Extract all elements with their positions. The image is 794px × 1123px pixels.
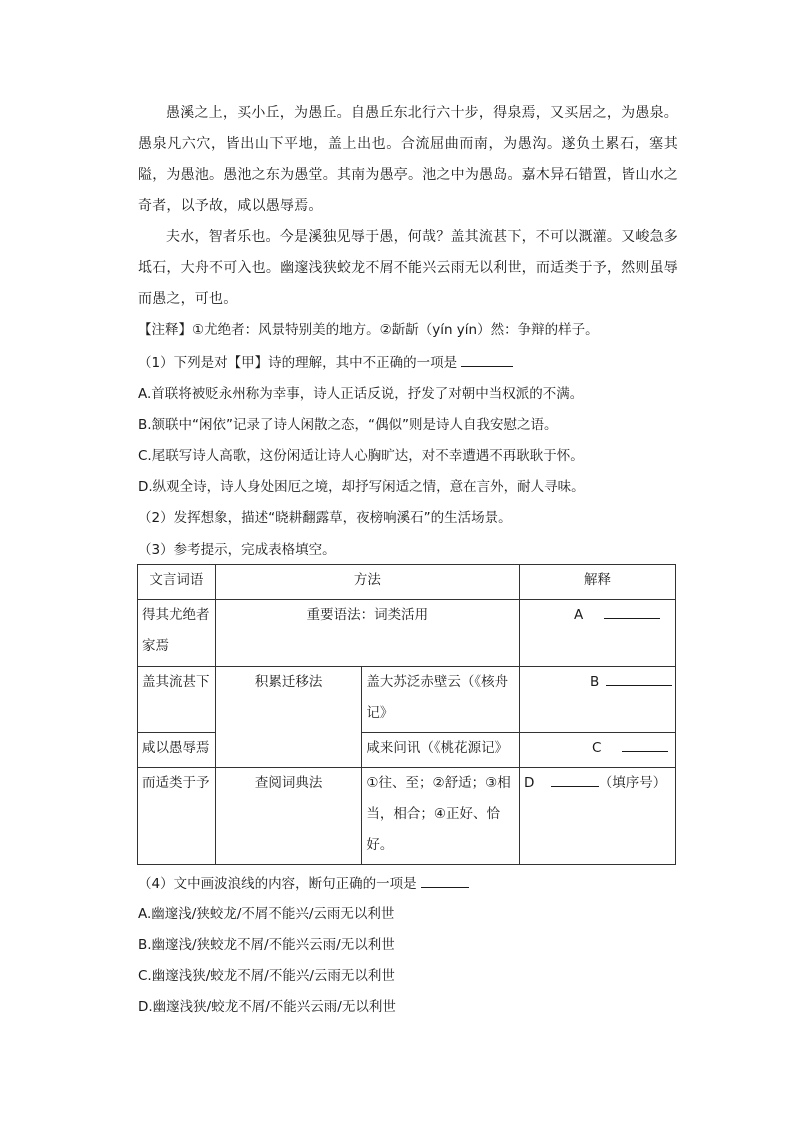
question-1-stem [138, 352, 698, 373]
question-4-option-c: C.幽邃浅狭/蛟龙不屑/不能兴/云雨无以利世 [138, 968, 395, 984]
table-header-explanation: 解释 [520, 565, 676, 600]
question-1-option-c: C.尾联写诗人高歌，这份闲适让诗人心胸旷达，对不幸遭遇不再耿耿于怀。 [138, 448, 584, 464]
passage-paragraph-1: 愚溪之上，买小丘，为愚丘。自愚丘东北行六十步，得泉焉，又买居之，为愚泉。愚泉凡六穴，皆出山下平地，盖上出也。合流屈曲而南，为愚沟。遂负土累石，塞其隘，为愚池。愚池之东为愚堂。其南为愚亭。池之中为愚岛。嘉木异石错置，皆山水之奇者，以予故，咸以愚辱焉。 [138, 105, 678, 214]
answer-blank[interactable] [461, 352, 513, 367]
table-row-4-example: ①往、至；②舒适；③相当，相合；④正好、恰好。 [362, 768, 520, 865]
table-row-1-word: 得其尤绝者家焉 [138, 600, 216, 667]
table-header-method: 方法 [215, 565, 519, 600]
table-row-4-method: 查阅词典法 [215, 768, 362, 865]
passage-paragraph-2: 夫水，智者乐也。今是溪独见辱于愚，何哉？盖其流甚下，不可以溉灌。又峻急多坻石，大舟不可入也。幽邃浅狭蛟龙不屑不能兴云雨无以利世，而适类于予，然则虽辱而愚之，可也。 [138, 229, 678, 307]
table-row-3-answer [520, 733, 676, 768]
table-row-2-example: 盖大苏泛赤壁云（《核舟记》 [362, 667, 520, 733]
answer-label-c: C [592, 740, 602, 756]
question-4-option-a: A.幽邃浅/狭蛟龙/不屑不能兴/云雨无以利世 [138, 906, 395, 922]
table-row-4-word: 而适类于予 [138, 768, 216, 865]
answer-label-a: A [574, 607, 584, 623]
table-row-1-method: 重要语法：词类活用 [215, 600, 519, 667]
answer-blank-b[interactable] [606, 671, 672, 686]
question-1-option-d: D.纵观全诗，诗人身处困厄之境，却抒写闲适之情，意在言外，耐人寻味。 [138, 479, 585, 495]
question-1-text: （1）下列是对【甲】诗的理解，其中不正确的一项是 [138, 355, 458, 371]
answer-blank-d[interactable] [551, 772, 599, 787]
answer-blank[interactable] [421, 873, 469, 888]
question-4-stem [138, 873, 698, 894]
question-4-option-b: B.幽邃浅/狭蛟龙不屑/不能兴云雨/无以利世 [138, 937, 395, 953]
table-row-4-answer [520, 768, 676, 865]
notes: 【注释】①尤绝者：风景特别美的地方。②龂龂（yín yín）然：争辩的样子。 [138, 322, 599, 338]
answer-note: （填序号） [598, 775, 667, 791]
answer-label-d: D [524, 775, 535, 791]
question-2-stem: （2）发挥想象，描述“晓耕翻露草，夜榜响溪石”的生活场景。 [138, 510, 512, 526]
answer-blank-a[interactable] [604, 604, 660, 619]
fill-in-table [137, 564, 676, 865]
table-row-2-method: 积累迁移法 [215, 667, 362, 768]
question-3-stem: （3）参考提示，完成表格填空。 [138, 542, 336, 558]
table-header-word: 文言词语 [138, 565, 216, 600]
table-row-2-word: 盖其流甚下 [138, 667, 216, 733]
table-row-3-word: 咸以愚辱焉 [138, 733, 216, 768]
answer-blank-c[interactable] [622, 737, 668, 752]
question-4-option-d: D.幽邃浅狭/蛟龙不屑/不能兴云雨/无以利世 [138, 999, 396, 1015]
table-row-1-answer [520, 600, 676, 667]
question-1-option-a: A.首联将被贬永州称为幸事，诗人正话反说，抒发了对朝中当权派的不满。 [138, 386, 584, 402]
table-row-3-example: 咸来问讯（《桃花源记》 [362, 733, 520, 768]
question-1-option-b: B.颔联中“闲依”记录了诗人闲散之态，“偶似”则是诗人自我安慰之语。 [138, 417, 558, 433]
answer-label-b: B [590, 674, 600, 690]
table-row-2-answer [520, 667, 676, 733]
question-4-text: （4）文中画波浪线的内容，断句正确的一项是 [138, 876, 417, 892]
